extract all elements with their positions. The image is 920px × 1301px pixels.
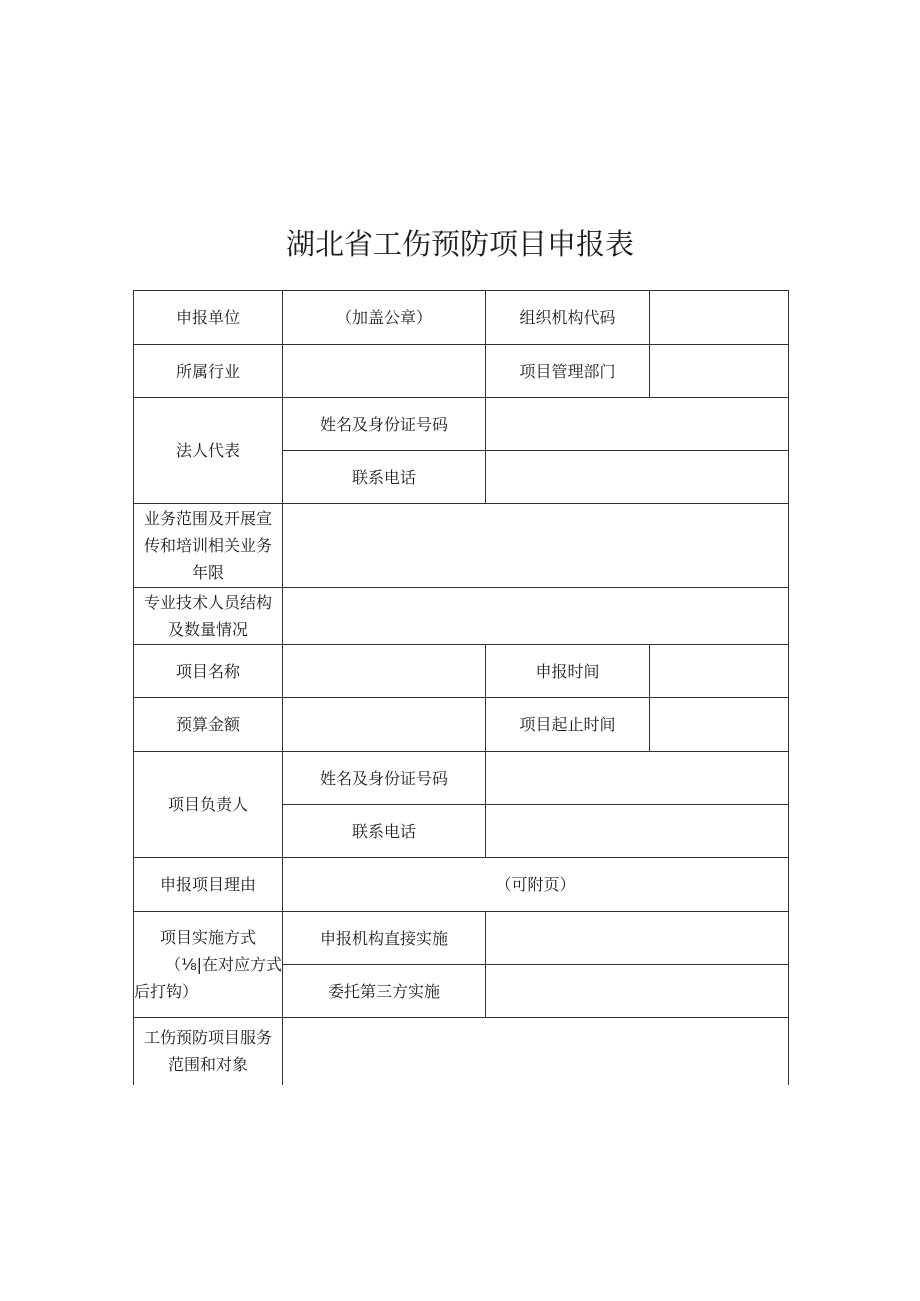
unit-seal-field[interactable]: （加盖公章） — [283, 291, 486, 345]
budget-field[interactable] — [283, 698, 486, 752]
reason-field[interactable]: （可附页） — [283, 858, 789, 912]
method-label-line3: 后打钩） — [134, 982, 199, 1001]
legal-rep-phone-field[interactable] — [486, 451, 789, 504]
page-title: 湖北省工伤预防项目申报表 — [285, 227, 634, 261]
reason-label: 申报项目理由 — [134, 858, 283, 912]
method-label-line2: （⅛|在对应方式 — [165, 955, 282, 974]
method-direct-label: 申报机构直接实施 — [283, 912, 486, 965]
apply-time-field[interactable] — [650, 645, 789, 698]
legal-rep-id-label: 姓名及身份证号码 — [283, 398, 486, 451]
application-form-table — [133, 290, 789, 1085]
method-label-line1: 项目实施方式 — [159, 928, 256, 947]
project-period-label: 项目起止时间 — [486, 698, 650, 752]
business-scope-field[interactable] — [283, 504, 789, 588]
org-code-field[interactable] — [650, 291, 789, 345]
dept-field[interactable] — [650, 345, 789, 398]
industry-label: 所属行业 — [134, 345, 283, 398]
project-lead-id-label: 姓名及身份证号码 — [283, 752, 486, 805]
method-direct-checkbox-cell[interactable] — [486, 912, 789, 965]
legal-rep-label: 法人代表 — [134, 398, 283, 504]
project-name-field[interactable] — [283, 645, 486, 698]
tech-staff-label: 专业技术人员结构及数量情况 — [134, 588, 283, 645]
tech-staff-field[interactable] — [283, 588, 789, 645]
method-third-party-label: 委托第三方实施 — [283, 965, 486, 1018]
project-lead-phone-field[interactable] — [486, 805, 789, 858]
method-third-party-checkbox-cell[interactable] — [486, 965, 789, 1018]
method-label — [134, 912, 283, 1018]
service-scope-field[interactable] — [283, 1018, 789, 1085]
project-lead-phone-label: 联系电话 — [283, 805, 486, 858]
budget-label: 预算金额 — [134, 698, 283, 752]
dept-label: 项目管理部门 — [486, 345, 650, 398]
apply-time-label: 申报时间 — [486, 645, 650, 698]
project-lead-id-field[interactable] — [486, 752, 789, 805]
industry-field[interactable] — [283, 345, 486, 398]
service-scope-label: 工伤预防项目服务范围和对象 — [134, 1018, 283, 1085]
project-period-field[interactable] — [650, 698, 789, 752]
project-lead-label: 项目负责人 — [134, 752, 283, 858]
org-code-label: 组织机构代码 — [486, 291, 650, 345]
project-name-label: 项目名称 — [134, 645, 283, 698]
legal-rep-phone-label: 联系电话 — [283, 451, 486, 504]
business-scope-label: 业务范围及开展宣传和培训相关业务年限 — [134, 504, 283, 588]
legal-rep-id-field[interactable] — [486, 398, 789, 451]
unit-label: 申报单位 — [134, 291, 283, 345]
